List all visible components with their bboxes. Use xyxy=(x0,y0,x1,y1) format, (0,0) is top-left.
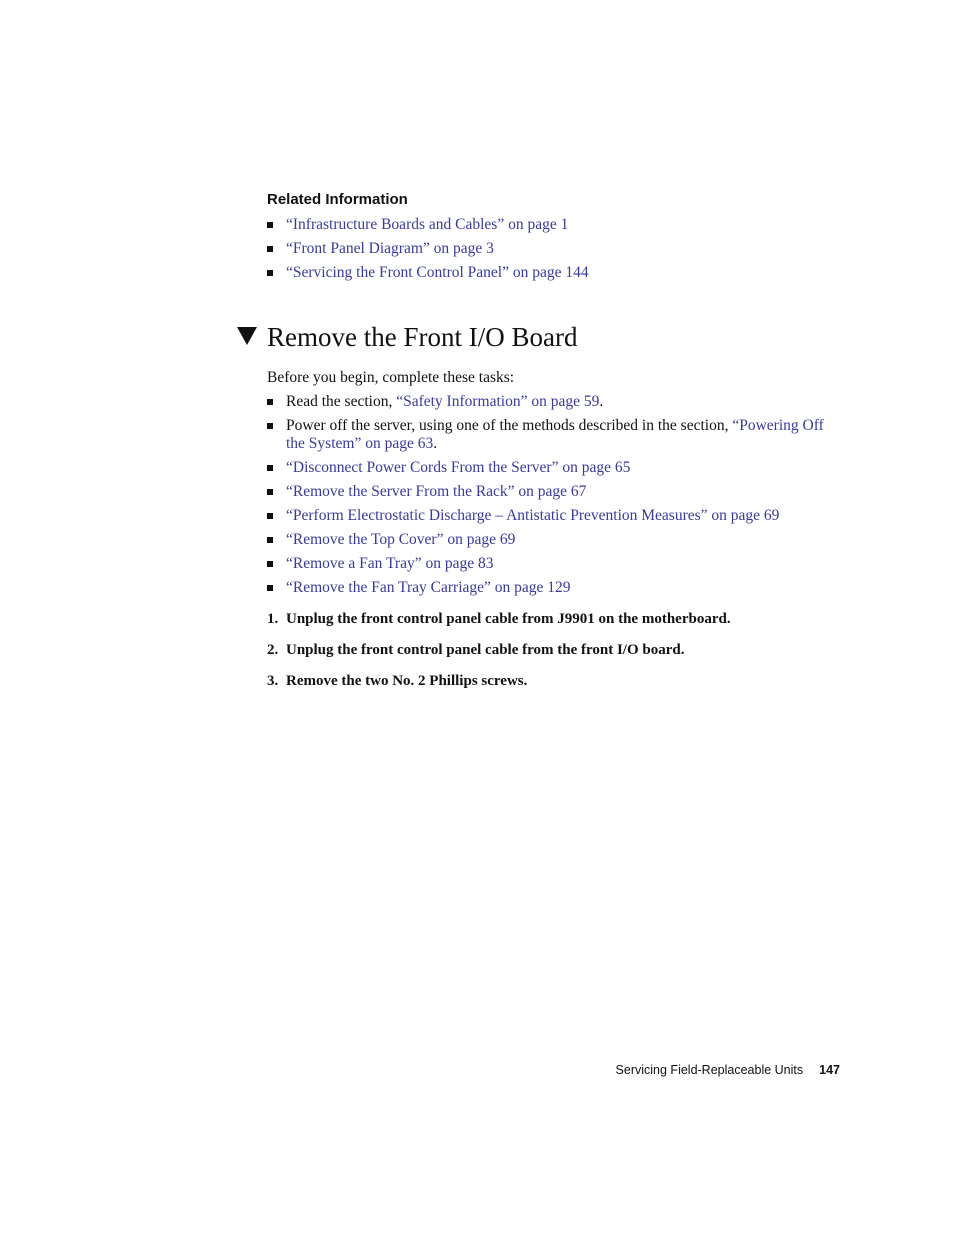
bullet-icon xyxy=(267,561,273,567)
step-number: 1. xyxy=(267,611,279,627)
list-item xyxy=(267,216,589,234)
bullet-icon xyxy=(267,423,273,429)
list-item xyxy=(267,393,842,411)
link-remove-server-from-rack[interactable]: “Remove the Server From the Rack” on page 67 xyxy=(286,483,587,500)
link-infrastructure-boards[interactable]: “Infrastructure Boards and Cables” on page 1 xyxy=(286,216,569,233)
prereq-text: . xyxy=(433,435,438,452)
link-esd-measures[interactable]: “Perform Electrostatic Discharge – Antistatic Prevention Measures” on page 69 xyxy=(286,507,780,524)
bullet-icon xyxy=(267,465,273,471)
footer-chapter-title: Servicing Field-Replaceable Units xyxy=(615,1063,804,1077)
section-title xyxy=(237,322,577,353)
step-text: Unplug the front control panel cable from the front I/O board. xyxy=(286,642,685,658)
bullet-icon xyxy=(267,513,273,519)
step-item xyxy=(267,642,731,660)
related-information-heading: Related Information xyxy=(267,191,408,208)
bullet-icon xyxy=(267,399,273,405)
bullet-icon xyxy=(267,537,273,543)
prerequisite-list xyxy=(267,393,842,603)
list-item xyxy=(267,483,842,501)
intro-text: Before you begin, complete these tasks: xyxy=(267,369,515,386)
prereq-text: Read the section, xyxy=(286,393,397,410)
list-item xyxy=(267,555,842,573)
page-footer xyxy=(616,1063,840,1077)
list-item xyxy=(267,459,842,477)
bullet-icon xyxy=(267,585,273,591)
bullet-icon xyxy=(267,222,273,228)
prereq-text: . xyxy=(599,393,604,410)
link-remove-top-cover[interactable]: “Remove the Top Cover” on page 69 xyxy=(286,531,516,548)
list-item xyxy=(267,240,589,258)
step-number: 3. xyxy=(267,673,279,689)
link-disconnect-power-cords[interactable]: “Disconnect Power Cords From the Server” on page 65 xyxy=(286,459,631,476)
link-front-panel-diagram[interactable]: “Front Panel Diagram” on page 3 xyxy=(286,240,494,257)
step-text: Unplug the front control panel cable from J9901 on the motherboard. xyxy=(286,611,731,627)
list-item xyxy=(267,579,842,597)
related-links-list xyxy=(267,216,589,288)
list-item xyxy=(267,531,842,549)
bullet-icon xyxy=(267,489,273,495)
page-number: 147 xyxy=(819,1063,840,1077)
list-item xyxy=(267,417,842,453)
link-servicing-front-control-panel[interactable]: “Servicing the Front Control Panel” on page 144 xyxy=(286,264,589,281)
link-safety-information[interactable]: “Safety Information” on page 59 xyxy=(396,393,600,410)
link-powering-off-system[interactable]: “Powering Off the System” on page 63 xyxy=(286,417,824,452)
step-text: Remove the two No. 2 Phillips screws. xyxy=(286,673,528,689)
link-remove-fan-tray-carriage[interactable]: “Remove the Fan Tray Carriage” on page 129 xyxy=(286,579,571,596)
step-item xyxy=(267,673,731,691)
step-number: 2. xyxy=(267,642,279,658)
list-item xyxy=(267,507,842,525)
procedure-steps xyxy=(267,611,731,704)
step-item xyxy=(267,611,731,629)
list-item xyxy=(267,264,589,282)
bullet-icon xyxy=(267,270,273,276)
triangle-down-icon xyxy=(237,327,257,345)
bullet-icon xyxy=(267,246,273,252)
prereq-text: Power off the server, using one of the methods described in the section, xyxy=(286,417,733,434)
section-title-text: Remove the Front I/O Board xyxy=(267,322,578,352)
link-remove-fan-tray[interactable]: “Remove a Fan Tray” on page 83 xyxy=(286,555,494,572)
